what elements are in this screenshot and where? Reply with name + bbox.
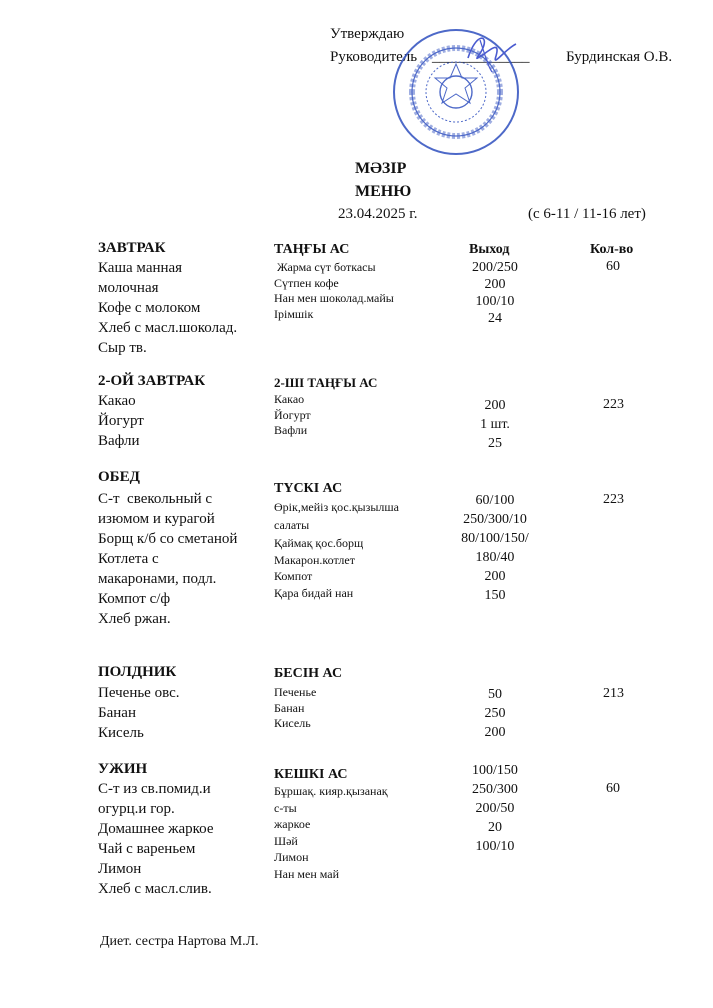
menu-item: Вафли bbox=[274, 423, 308, 437]
menu-item: Компот bbox=[274, 569, 313, 583]
director-name: Бурдинская О.В. bbox=[566, 49, 673, 65]
dinner-items-kz bbox=[274, 784, 388, 882]
output-value: 250 bbox=[484, 706, 506, 721]
menu-item: Кисель bbox=[274, 716, 311, 730]
snack-qty: 213 bbox=[603, 686, 624, 701]
title-ru: МЕНЮ bbox=[355, 183, 412, 200]
menu-item: Шәй bbox=[274, 833, 298, 848]
breakfast-title-kz: ТАҢҒЫ АС bbox=[274, 242, 350, 257]
menu-item: жаркое bbox=[274, 817, 311, 831]
output-value: 100/10 bbox=[475, 839, 515, 854]
menu-item: Өрік,мейіз қос.қызылша bbox=[274, 500, 399, 514]
menu-item: Какао bbox=[274, 392, 305, 406]
dinner-title-kz: КЕШКІ АС bbox=[274, 767, 348, 782]
output-value: 250/300/10 bbox=[463, 512, 527, 527]
menu-item: макаронами, подл. bbox=[98, 571, 217, 587]
menu-item: Чай с вареньем bbox=[98, 841, 196, 857]
menu-item: Какао bbox=[98, 393, 136, 409]
dinner-items-ru bbox=[98, 779, 214, 899]
second-breakfast-items-ru bbox=[98, 391, 144, 451]
menu-item: Лимон bbox=[274, 850, 309, 864]
second-breakfast-title-ru: 2-ОЙ ЗАВТРАК bbox=[98, 373, 206, 389]
director-label: Руководитель bbox=[330, 49, 418, 65]
snack-items-ru bbox=[98, 683, 180, 743]
output-value: 200 bbox=[484, 725, 506, 740]
output-value: 200/50 bbox=[475, 801, 515, 816]
menu-item: Сыр тв. bbox=[98, 340, 147, 356]
output-value: 100/10 bbox=[475, 294, 515, 309]
menu-item: огурц.и гор. bbox=[98, 801, 175, 817]
menu-item: Банан bbox=[98, 705, 136, 721]
menu-item: Йогурт bbox=[98, 413, 144, 429]
menu-item: Каша манная bbox=[98, 260, 183, 276]
menu-item: Борщ к/б со сметаной bbox=[98, 531, 238, 547]
snack-title-kz: БЕСІН АС bbox=[274, 666, 343, 681]
output-value: 150 bbox=[484, 588, 506, 603]
dinner-qty: 60 bbox=[606, 781, 620, 796]
output-value: 200/250 bbox=[472, 260, 518, 275]
menu-item: Кисель bbox=[98, 725, 144, 741]
menu-item: изюмом и курагой bbox=[98, 511, 215, 527]
dinner-title-ru: УЖИН bbox=[98, 761, 148, 777]
menu-item: Хлеб ржан. bbox=[98, 611, 171, 627]
second-breakfast-title-kz: 2-ШІ ТАҢҒЫ АС bbox=[274, 375, 378, 390]
output-value: 1 шт. bbox=[480, 417, 510, 432]
menu-item: С-т свекольный с bbox=[98, 491, 213, 507]
output-value: 20 bbox=[488, 820, 502, 835]
output-value: 24 bbox=[488, 311, 502, 326]
menu-item: Қара бидай нан bbox=[274, 585, 354, 600]
signature-line: _____________ bbox=[432, 49, 530, 65]
output-value: 200 bbox=[484, 398, 506, 413]
menu-item: С-т из св.помид.и bbox=[98, 781, 211, 797]
breakfast-outputs bbox=[455, 259, 535, 327]
output-value: 200 bbox=[484, 277, 506, 292]
menu-item: Банан bbox=[274, 700, 305, 715]
output-value: 50 bbox=[488, 687, 502, 702]
output-value: 60/100 bbox=[475, 493, 515, 508]
output-value: 25 bbox=[488, 436, 502, 451]
breakfast-qty: 60 bbox=[606, 259, 620, 274]
menu-item: Кофе с молоком bbox=[98, 300, 201, 316]
snack-items-kz bbox=[274, 685, 316, 732]
second-breakfast-qty: 223 bbox=[603, 397, 624, 412]
menu-item: Хлеб с масл.шоколад. bbox=[98, 320, 238, 336]
menu-item: с-ты bbox=[274, 800, 297, 815]
snack-outputs bbox=[455, 686, 535, 743]
lunch-items-ru bbox=[98, 489, 237, 629]
output-value: 100/150 bbox=[472, 763, 518, 778]
second-breakfast-outputs bbox=[455, 397, 535, 452]
menu-item: Компот с/ф bbox=[98, 591, 171, 607]
lunch-items-kz bbox=[274, 500, 399, 601]
output-value: 80/100/150/ bbox=[461, 531, 529, 546]
dietitian-signer: Диет. сестра Нартова М.Л. bbox=[100, 934, 259, 949]
menu-item: молочная bbox=[98, 280, 159, 296]
dinner-outputs bbox=[452, 762, 538, 857]
column-output-header: Выход bbox=[469, 242, 510, 257]
menu-item: Лимон bbox=[98, 861, 142, 877]
breakfast-items-kz bbox=[274, 260, 394, 322]
menu-item: Нан мен май bbox=[274, 866, 340, 881]
menu-date: 23.04.2025 г. bbox=[338, 206, 418, 222]
menu-item: Қаймақ қос.борщ bbox=[274, 536, 364, 550]
menu-item: Котлета с bbox=[98, 551, 159, 567]
column-qty-header: Кол-во bbox=[590, 242, 634, 257]
menu-item: Сүтпен кофе bbox=[274, 275, 339, 290]
menu-item: Хлеб с масл.слив. bbox=[98, 881, 212, 897]
age-range: (с 6-11 / 11-16 лет) bbox=[528, 206, 646, 222]
menu-item: Печенье bbox=[274, 685, 317, 699]
menu-item: Макарон.котлет bbox=[274, 552, 355, 567]
title-kz: МӘЗІР bbox=[355, 160, 407, 177]
breakfast-title-ru: ЗАВТРАК bbox=[98, 240, 166, 256]
menu-item: Нан мен шоколад.майы bbox=[274, 291, 394, 305]
menu-item: Печенье овс. bbox=[98, 685, 180, 701]
approve-label: Утверждаю bbox=[330, 26, 405, 42]
menu-item: Бұршақ. кияр.қызанақ bbox=[274, 784, 388, 798]
menu-item: Йогурт bbox=[274, 407, 311, 422]
menu-item: Домашнее жаркое bbox=[98, 821, 214, 837]
lunch-title-ru: ОБЕД bbox=[98, 469, 140, 485]
output-value: 250/300 bbox=[472, 782, 518, 797]
second-breakfast-items-kz bbox=[274, 392, 311, 439]
output-value: 200 bbox=[484, 569, 506, 584]
menu-item: Вафли bbox=[98, 433, 140, 449]
lunch-title-kz: ТҮСКІ АС bbox=[274, 481, 343, 496]
menu-item: салаты bbox=[274, 517, 310, 532]
snack-title-ru: ПОЛДНИК bbox=[98, 664, 177, 680]
output-value: 180/40 bbox=[475, 550, 515, 565]
lunch-qty: 223 bbox=[603, 492, 624, 507]
official-stamp-icon bbox=[392, 28, 520, 156]
breakfast-items-ru bbox=[98, 258, 237, 358]
menu-item: Жарма сүт боткасы bbox=[274, 260, 376, 274]
menu-item: Ірімшік bbox=[274, 306, 314, 321]
lunch-outputs bbox=[450, 492, 540, 606]
